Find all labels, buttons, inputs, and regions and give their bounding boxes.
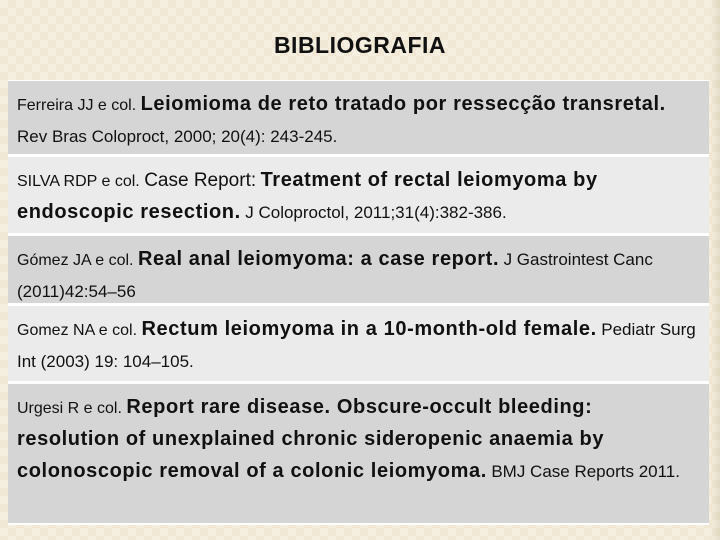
reference-authors: Gomez NA e col.	[17, 322, 138, 339]
reference-journal: Pediatr Surg Int (2003) 19: 104–105.	[17, 320, 696, 371]
reference-journal: J Coloproctol, 2011;31(4):382-386.	[245, 203, 507, 222]
reference-article-title: Treatment of rectal leiomyoma by endoscopic resection.	[17, 169, 598, 223]
reference-item-5	[8, 383, 709, 525]
reference-authors: SILVA RDP e col.	[17, 173, 140, 190]
slide-title: BIBLIOGRAFIA	[273, 32, 447, 58]
reference-type: Case Report:	[144, 170, 257, 191]
reference-article-title: Leiomioma de reto tratado por ressecção transretal.	[140, 93, 666, 115]
reference-text	[17, 314, 700, 378]
reference-item-4	[8, 305, 709, 383]
reference-journal: J Gastrointest Canc (2011)42:54–56	[17, 250, 653, 301]
reference-authors: Ferreira JJ e col.	[17, 97, 137, 114]
reference-text	[17, 244, 700, 308]
reference-text	[17, 165, 700, 229]
slide-edge-shadow	[710, 0, 720, 540]
reference-text	[17, 392, 700, 488]
reference-item-1	[8, 80, 709, 156]
reference-article-title: Rectum leiomyoma in a 10-month-old female.	[141, 318, 597, 340]
reference-authors: Gómez JA e col.	[17, 252, 134, 269]
reference-item-2	[8, 156, 709, 235]
reference-text	[17, 89, 700, 153]
reference-article-title: Real anal leiomyoma: a case report.	[137, 248, 500, 270]
reference-list	[8, 80, 709, 525]
reference-journal: Rev Bras Coloproct, 2000; 20(4): 243-245.	[17, 127, 338, 146]
reference-authors: Urgesi R e col.	[17, 400, 122, 417]
reference-item-3	[8, 235, 709, 305]
reference-article-title: Report rare disease. Obscure-occult bleeding: resolution of unexplained chronic sideropenic anaemia by colonoscopic removal of a colonic leiomyoma.	[17, 396, 605, 482]
reference-journal: BMJ Case Reports 2011.	[491, 462, 680, 481]
